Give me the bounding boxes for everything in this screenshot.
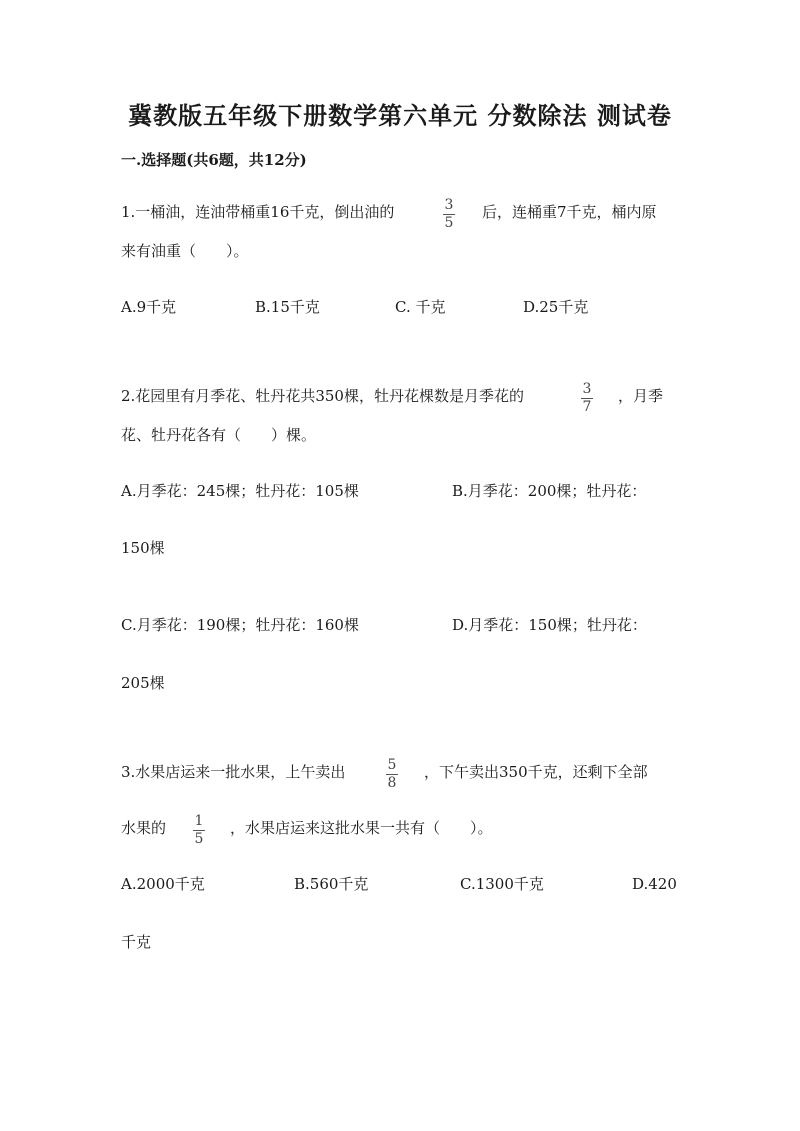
question-1-text-line2: 来有油重（ ）。 bbox=[121, 242, 249, 260]
fraction-numerator: 1 bbox=[194, 813, 204, 829]
fraction-denominator: 5 bbox=[194, 831, 204, 847]
fraction-numerator: 3 bbox=[582, 381, 592, 397]
question-3-fraction bbox=[380, 758, 404, 791]
question-2-text-line2: 花、牡丹花各有（ ）棵。 bbox=[121, 426, 317, 444]
question-2-option-b[interactable]: B.月季花：200棵；牡丹花： bbox=[452, 482, 647, 500]
question-2-option-c[interactable]: C.月季花：190棵；牡丹花：160棵 bbox=[121, 616, 359, 634]
section-heading: 一.选择题(共6题，共12分) bbox=[121, 151, 307, 169]
question-3-text-line1b: ，下午卖出350千克，还剩下全部 bbox=[424, 763, 648, 781]
question-2-text-line1b: ，月季 bbox=[618, 387, 664, 405]
question-3-option-d[interactable]: D.420 bbox=[632, 875, 677, 893]
question-3-option-c[interactable]: C.1300千克 bbox=[460, 875, 544, 893]
fraction-denominator: 7 bbox=[582, 399, 592, 415]
question-1-option-c[interactable]: C. 千克 bbox=[395, 298, 446, 316]
question-2-option-b-cont: 150棵 bbox=[121, 539, 165, 557]
question-1-option-a[interactable]: A.9千克 bbox=[121, 298, 177, 316]
question-2-option-d[interactable]: D.月季花：150棵；牡丹花： bbox=[452, 616, 647, 634]
question-2-fraction bbox=[575, 382, 599, 415]
question-2-text-line1a: 2.花园里有月季花、牡丹花共350棵，牡丹花棵数是月季花的 bbox=[121, 387, 524, 405]
question-3-text-line2a: 水果的 bbox=[121, 819, 167, 837]
question-1-option-d[interactable]: D.25千克 bbox=[523, 298, 589, 316]
question-1-option-b[interactable]: B.15千克 bbox=[255, 298, 320, 316]
question-3-option-b[interactable]: B.560千克 bbox=[294, 875, 369, 893]
fraction-numerator: 3 bbox=[444, 197, 454, 213]
question-1-text-line1a: 1.一桶油，连油带桶重16千克，倒出油的 bbox=[121, 203, 395, 221]
question-2-option-a[interactable]: A.月季花：245棵；牡丹花：105棵 bbox=[121, 482, 359, 500]
page-title: 冀教版五年级下册数学第六单元 分数除法 测试卷 bbox=[128, 101, 672, 130]
question-3-fraction-2 bbox=[187, 814, 211, 847]
question-3-option-d-cont: 千克 bbox=[121, 933, 152, 951]
question-1-text-line1b: 后，连桶重7千克，桶内原 bbox=[482, 203, 657, 221]
fraction-numerator: 5 bbox=[387, 757, 397, 773]
question-3-text-line2b: ，水果店运来这批水果一共有（ ）。 bbox=[230, 819, 493, 837]
fraction-denominator: 8 bbox=[387, 775, 397, 791]
question-2-option-d-cont: 205棵 bbox=[121, 674, 165, 692]
question-3-option-a[interactable]: A.2000千克 bbox=[121, 875, 205, 893]
question-3-text-line1a: 3.水果店运来一批水果，上午卖出 bbox=[121, 763, 346, 781]
question-1-fraction bbox=[437, 198, 461, 231]
fraction-denominator: 5 bbox=[444, 215, 454, 231]
